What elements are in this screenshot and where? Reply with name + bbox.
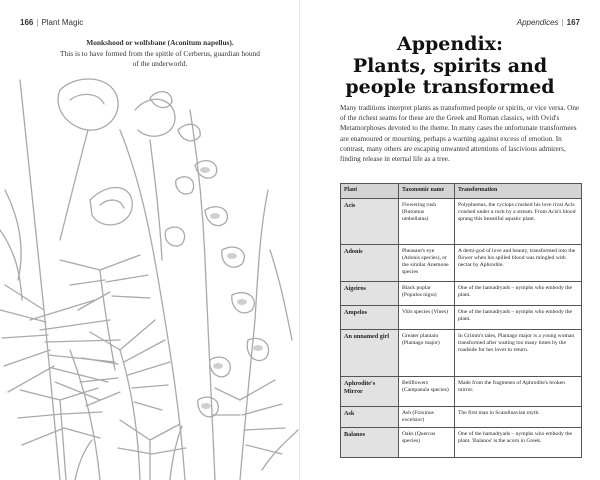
column-header-transformation: Transformation (455, 184, 582, 199)
plant-cell: Aphrodite's Mirror (341, 376, 399, 406)
right-page-number: 167 (566, 18, 580, 27)
taxonomic-cell: Vitis species (Vines) (399, 305, 455, 329)
caption-title: Monkshood or wolfsbane (Aconitum napellus). (86, 38, 234, 47)
monkshood-illustration-icon (0, 70, 300, 480)
left-section-title: Plant Magic (41, 18, 84, 27)
plant-transformation-table (340, 183, 582, 458)
plant-cell: Aigeiros (341, 281, 399, 305)
taxonomic-cell: Pheasant's eye (Adonis species), or the similar Anemone species (399, 244, 455, 281)
table-row (341, 406, 582, 428)
transformation-cell: One of the hamadryads – nymphs who embody the plant. 'Balanos' is the acorn in Greek. (455, 428, 582, 458)
plant-cell: Ask (341, 406, 399, 428)
appendix-title-line: Appendix: (396, 33, 504, 55)
table-row (341, 329, 582, 376)
running-head-separator: | (561, 18, 564, 27)
transformation-cell: One of the hamadryads – nymphs who embody the plant. (455, 281, 582, 305)
taxonomic-cell: Bellflowers (Campanula species) (399, 376, 455, 406)
plant-cell: Ampelos (341, 305, 399, 329)
transformation-cell: The first man in Scandinavian myth. (455, 406, 582, 428)
caption-body: This is to have formed from the spittle of Cerberus, guardian hound of the underworld. (60, 48, 260, 69)
transformation-cell: One of the hamadryads – nymphs who embody the plant. (455, 305, 582, 329)
column-header-taxonomic-name: Taxonomic name (399, 184, 455, 199)
plant-cell: An unnamed girl (341, 329, 399, 376)
illustration-caption (60, 38, 260, 70)
plant-cell: Acis (341, 198, 399, 244)
transformation-cell: A demi-god of love and beauty, transformed into the flower when his spilled blood was mingled with nectar by Aphrodite. (455, 244, 582, 281)
left-running-head (20, 18, 83, 27)
table-header-row (341, 184, 582, 199)
table-row (341, 281, 582, 305)
taxonomic-cell: Greater plantain (Plantago major) (399, 329, 455, 376)
right-section-title: Appendices (516, 18, 559, 27)
appendix-title (320, 34, 580, 99)
plant-cell: Balanos (341, 428, 399, 458)
left-page-number: 166 (20, 18, 34, 27)
taxonomic-cell: Ash (Fraxinus excelsior) (399, 406, 455, 428)
appendix-title-line: people transformed (345, 76, 555, 99)
taxonomic-cell: Oaks (Quercus species) (399, 428, 455, 458)
column-header-plant: Plant (341, 184, 399, 199)
appendix-title-line: Plants, spirits and (352, 54, 548, 77)
transformation-cell: Polyphemus, the cyclops crushed his love rival Acis crushed under a rock by a stream. From Acis's blood sprang this beautiful aquatic plant. (455, 198, 582, 244)
table-row (341, 376, 582, 406)
plant-cell: Adonis (341, 244, 399, 281)
table-row (341, 305, 582, 329)
taxonomic-cell: Flowering rush (Butomus umbellatus) (399, 198, 455, 244)
transformation-cell: In Grimm's tales, Plantago major is a young woman transformed after waiting too many times by the roadside for her lover to return. (455, 329, 582, 376)
right-running-head (517, 18, 580, 27)
table-row (341, 198, 582, 244)
table-row (341, 428, 582, 458)
table-row (341, 244, 582, 281)
appendix-intro-paragraph: Many traditions interpret plants as transformed people or spirits, or vice versa. One of the richest seams for these are the Greek and Roman classics, with Ovid's Metamorphoses devoted to the theme. In many cases the unfortunate transformees are enamoured or mourning, perhaps a warning against excess of emotion. In contrast, many others are escaping unwanted attentions of lascivious admirers, finding release in eternal life as a tree. (340, 104, 580, 164)
transformation-cell: Made from the fragments of Aphrodite's broken mirror. (455, 376, 582, 406)
taxonomic-cell: Black poplar (Populus nigra) (399, 281, 455, 305)
running-head-separator: | (36, 18, 39, 27)
